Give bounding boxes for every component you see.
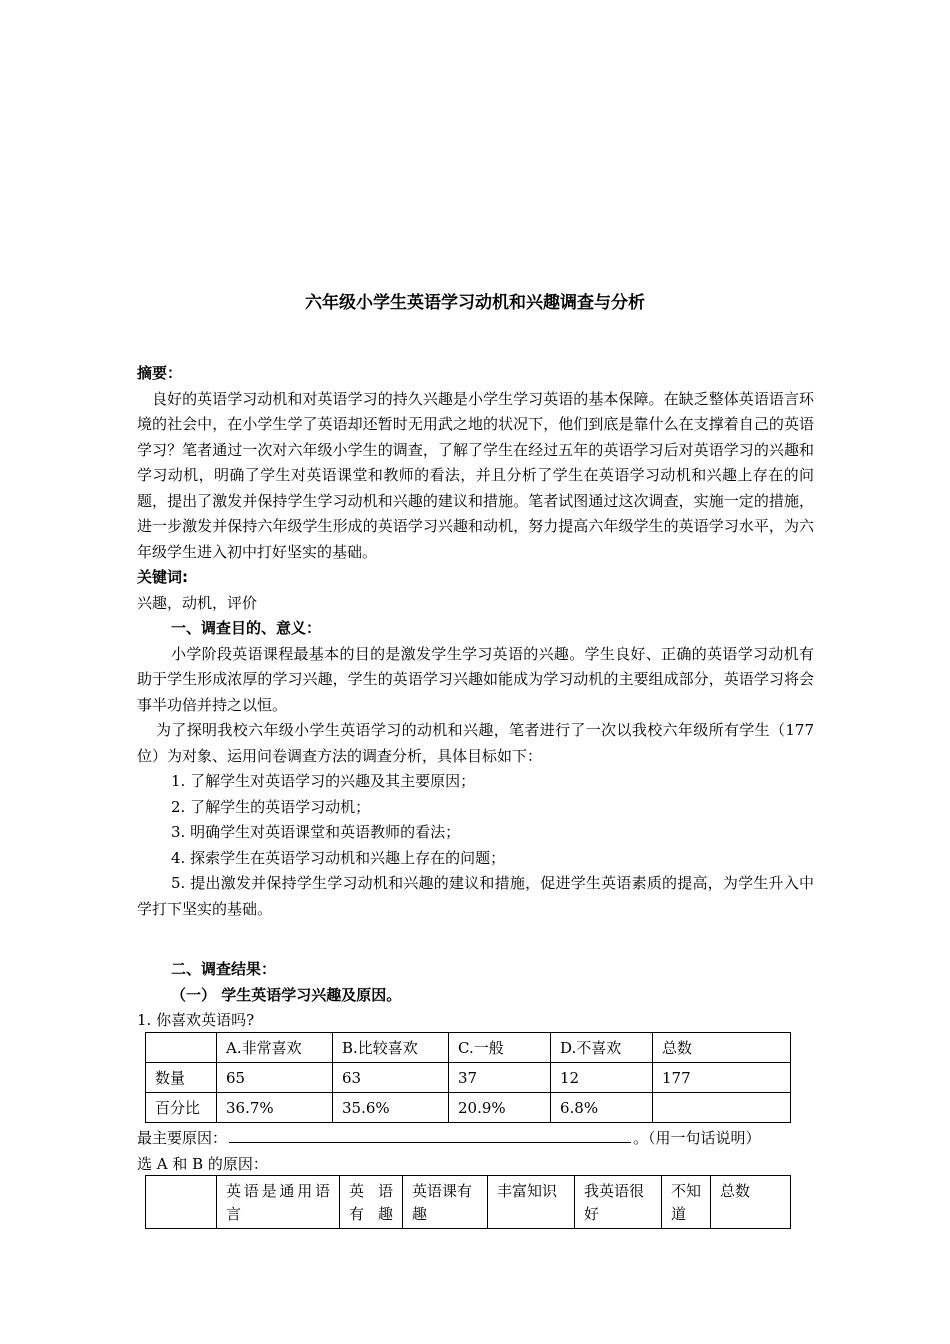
abstract-section bbox=[137, 361, 814, 922]
table-like-english bbox=[145, 1032, 791, 1123]
abstract-text: 良好的英语学习动机和对英语学习的持久兴趣是小学生学习英语的基本保障。在缺乏整体英语语言环境的社会中，在小学生学了英语却还暂时无用武之地的状况下，他们到底是靠什么在支撑着自己的英语学习？笔者通过一次对六年级小学生的调查，了解了学生在经过五年的英语学习后对英语学习的兴趣和学习动机，明确了学生对英语课堂和教师的看法，并且分析了学生在英语学习动机和兴趣上存在的问题，提出了激发并保持学生学习动机和兴趣的建议和措施。笔者试图通过这次调查，实施一定的措施，进一步激发并保持六年级学生形成的英语学习兴趣和动机，努力提高六年级学生的英语学习水平，为六年级学生进入初中打好坚实的基础。 bbox=[137, 389, 814, 561]
objective-item-3: 3. 明确学生对英语课堂和英语教师的看法； bbox=[171, 823, 461, 841]
abstract-label: 摘要： bbox=[137, 364, 183, 382]
table-header-cell: B.比较喜欢 bbox=[333, 1033, 449, 1063]
reason-label: 最主要原因： bbox=[137, 1129, 228, 1147]
keywords-text: 兴趣，动机，评价 bbox=[137, 593, 258, 612]
table-header-cell bbox=[146, 1176, 217, 1229]
table-cell: 20.9% bbox=[449, 1093, 551, 1123]
table-header-cell: D.不喜欢 bbox=[551, 1033, 653, 1063]
section1-heading: 一、调查目的、意义： bbox=[171, 619, 322, 637]
table-cell bbox=[653, 1093, 791, 1123]
table-cell: 百分比 bbox=[146, 1093, 217, 1123]
table-header-cell: 英语是通用语言 bbox=[217, 1176, 340, 1229]
table-header-cell: A.非常喜欢 bbox=[217, 1033, 333, 1063]
table-row bbox=[146, 1176, 791, 1229]
reason-section bbox=[137, 1126, 797, 1177]
reason-line bbox=[137, 1126, 797, 1152]
reason-answer-line[interactable] bbox=[229, 1127, 631, 1143]
table-ab-reasons bbox=[145, 1175, 791, 1229]
section2-heading: 二、调查结果： bbox=[171, 960, 277, 978]
table-cell: 6.8% bbox=[551, 1093, 653, 1123]
table-cell: 12 bbox=[551, 1063, 653, 1093]
table-cell: 65 bbox=[217, 1063, 333, 1093]
table-cell: 177 bbox=[653, 1063, 791, 1093]
table-row bbox=[146, 1093, 791, 1123]
ab-reason-label: 选 A 和 B 的原因： bbox=[137, 1154, 268, 1173]
table-header-cell: 总数 bbox=[653, 1033, 791, 1063]
table-header-cell: C.一般 bbox=[449, 1033, 551, 1063]
table-cell: 数量 bbox=[146, 1063, 217, 1093]
table-cell: 35.6% bbox=[333, 1093, 449, 1123]
table-row bbox=[146, 1063, 791, 1093]
table-cell: 63 bbox=[333, 1063, 449, 1093]
objective-item-5: 5. 提出激发并保持学生学习动机和兴趣的建议和措施，促进学生英语素质的提高，为学生升入中学打下坚实的基础。 bbox=[137, 874, 814, 918]
reason-note: 。（用一句话说明） bbox=[633, 1129, 761, 1147]
objective-item-4: 4. 探索学生在英语学习动机和兴趣上存在的问题； bbox=[171, 848, 506, 867]
table-header-cell: 不知道 bbox=[662, 1176, 711, 1229]
table-header-cell: 英语有趣 bbox=[340, 1176, 403, 1229]
table-cell: 37 bbox=[449, 1063, 551, 1093]
section1-para2: 为了探明我校六年级小学生英语学习的动机和兴趣，笔者进行了一次以我校六年级所有学生（177位）为对象、运用问卷调查方法的调查分析，具体目标如下： bbox=[137, 721, 814, 765]
table-row bbox=[146, 1033, 791, 1063]
table-header-cell: 我英语很好 bbox=[575, 1176, 662, 1229]
keywords-label: 关键词: bbox=[137, 568, 188, 586]
table-header-cell bbox=[146, 1033, 217, 1063]
document-title: 六年级小学生英语学习动机和兴趣调查与分析 bbox=[305, 293, 645, 313]
section1-para1: 小学阶段英语课程最基本的目的是激发学生学习英语的兴趣。学生良好、正确的英语学习动机有助于学生形成浓厚的学习兴趣，学生的英语学习兴趣如能成为学习动机的主要组成部分，英语学习将会事半功倍并持之以恒。 bbox=[137, 644, 814, 714]
section2 bbox=[137, 957, 814, 1034]
objective-item-1: 1. 了解学生对英语学习的兴趣及其主要原因； bbox=[171, 772, 476, 790]
question-1: 1. 你喜欢英语吗? bbox=[137, 1011, 255, 1029]
objective-item-2: 2. 了解学生的英语学习动机； bbox=[171, 797, 371, 816]
table-header-cell: 英语课有趣 bbox=[403, 1176, 488, 1229]
table-header-cell: 总数 bbox=[711, 1176, 791, 1229]
table-cell: 36.7% bbox=[217, 1093, 333, 1123]
section2-subheading: （一） 学生英语学习兴趣及原因。 bbox=[171, 985, 402, 1004]
table-header-cell: 丰富知识 bbox=[488, 1176, 575, 1229]
